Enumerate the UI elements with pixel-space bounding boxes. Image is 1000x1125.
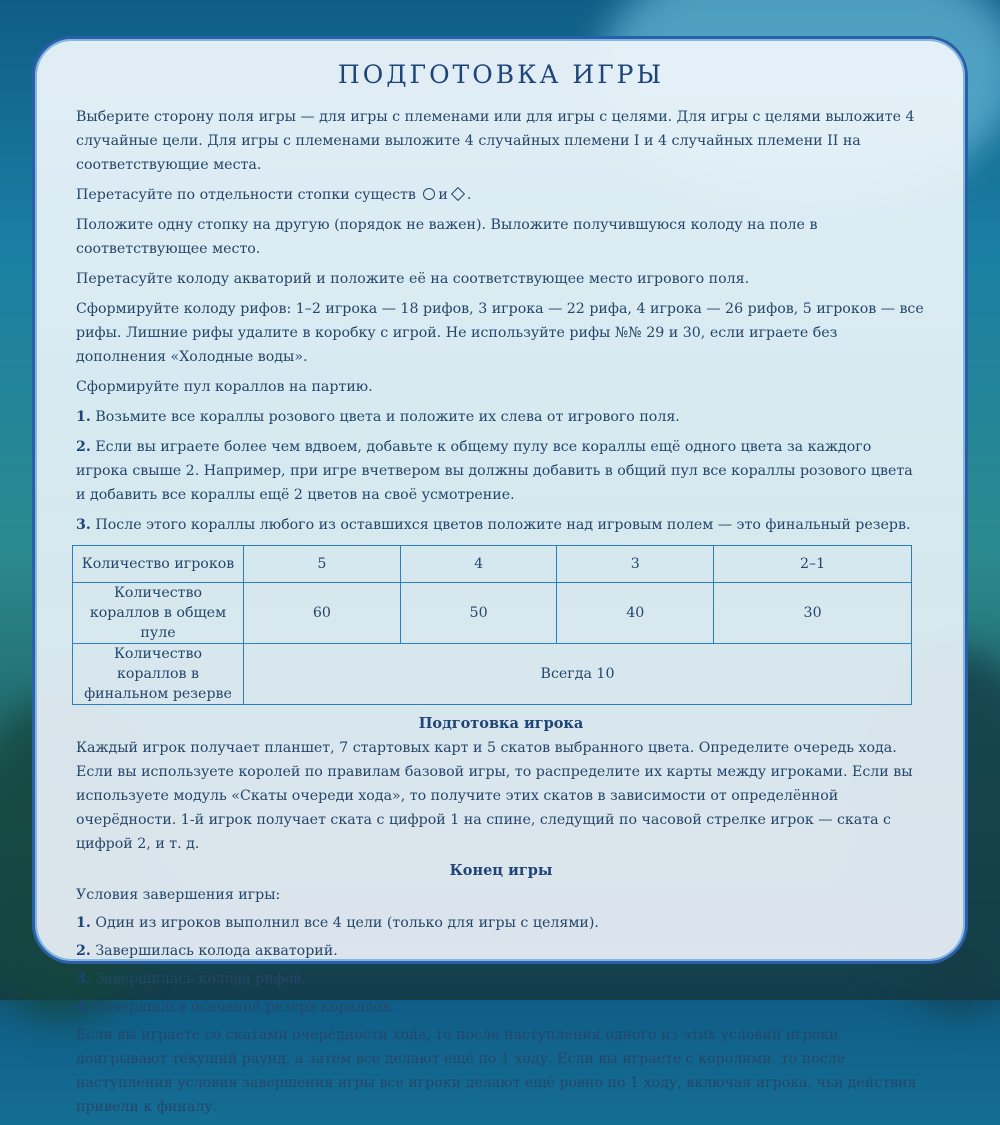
setup-step (76, 435, 926, 507)
table-cell-label: Количество кораллов в общем пуле (73, 583, 244, 644)
step-number: 3. (76, 517, 91, 533)
section-heading-player-setup: Подготовка игрока (418, 715, 584, 732)
condition-number: 2. (76, 943, 91, 959)
table-cell: 50 (400, 583, 557, 644)
setup-paragraph: Сформируйте пул кораллов на партию. (76, 379, 373, 395)
setup-paragraph (76, 183, 926, 207)
setup-step (76, 405, 926, 429)
table-row (73, 546, 912, 583)
table-row (73, 644, 912, 705)
end-condition (76, 967, 926, 991)
player-setup-text: Каждый игрок получает планшет, 7 стартовых карт и 5 скатов выбранного цвета. Определите очередь хода. Если вы используете королей по правилам базовой игры, то распределите их карты между игроками. Если вы используете модуль «Скаты очереди хода», то получите этих скатов в зависимости от определённой очерёдности. 1-й игрок получает ската с цифрой 1 на спине, следущий по часовой стрелке игрок — ската с цифрой 2, и т. д. (76, 740, 913, 852)
end-condition (76, 939, 926, 963)
condition-text: Завершился основной резерв кораллов. (95, 999, 395, 1015)
end-condition (76, 995, 926, 1019)
table-cell: 30 (714, 583, 912, 644)
step-text: После этого кораллы любого из оставшихся цветов положите над игровым полем — это финальный резерв. (95, 517, 911, 533)
setup-step (76, 513, 926, 537)
shuffle-text: Перетасуйте по отдельности стопки существ (76, 187, 416, 203)
coral-table (72, 545, 912, 705)
step-text: Возьмите все кораллы розового цвета и положите их слева от игрового поля. (95, 409, 680, 425)
condition-number: 3. (76, 971, 91, 987)
table-cell: 4 (400, 546, 557, 583)
end-game-intro: Условия завершения игры: (76, 887, 281, 903)
table-cell: 60 (244, 583, 401, 644)
diamond-icon (451, 186, 465, 200)
setup-paragraph: Положите одну стопку на другую (порядок не важен). Выложите получившуюся колоду на поле в соответствующее место. (76, 217, 818, 257)
page-title: ПОДГОТОВКА ИГРЫ (337, 60, 665, 89)
condition-text: Завершилась колода рифов. (95, 971, 306, 987)
table-cell-label: Количество игроков (73, 546, 244, 583)
table-cell: 40 (557, 583, 714, 644)
period-text: . (466, 187, 472, 203)
table-cell: 2–1 (714, 546, 912, 583)
step-number: 2. (76, 439, 91, 455)
end-condition (76, 911, 926, 935)
end-game-final: Если вы играете со скатами очерёдности хода, то после наступления одного из этих условий игроки доигрывают текущий раунд, а затем все делают ещё по 1 ходу. Если вы играете с королями, то после наступления условия завершения игры все игроки делают ещё ровно по 1 ходу, включая игрока, чьи действия привели к финалу. (76, 1027, 917, 1115)
setup-paragraph: Выберите сторону поля игры — для игры с племенами или для игры с целями. Для игры с целями выложите 4 случайные цели. Для игры с племенами выложите 4 случайных племени I и 4 случайных племени II на соответствующие места. (76, 109, 915, 173)
setup-paragraph: Сформируйте колоду рифов: 1–2 игрока — 18 рифов, 3 игрока — 22 рифа, 4 игрока — 26 рифов, 5 игроков — все рифы. Лишние рифы удалите в коробку с игрой. Не используйте рифы №№ 29 и 30, если играете без дополнения «Холодные воды». (76, 301, 924, 365)
rules-content (76, 60, 926, 1125)
table-row (73, 583, 912, 644)
condition-number: 1. (76, 915, 91, 931)
setup-paragraph: Перетасуйте колоду акваторий и положите её на соответствующее место игрового поля. (76, 271, 750, 287)
table-cell-label: Количество кораллов в финальном резерве (73, 644, 244, 705)
section-heading-end-game: Конец игры (449, 862, 553, 879)
table-cell: 5 (244, 546, 401, 583)
table-cell: 3 (557, 546, 714, 583)
condition-text: Завершилась колода акваторий. (95, 943, 338, 959)
step-number: 1. (76, 409, 91, 425)
table-cell: Всегда 10 (244, 644, 912, 705)
step-text: Если вы играете более чем вдвоем, добавьте к общему пулу все кораллы ещё одного цвета за каждого игрока свыше 2. Например, при игре вчетвером вы должны добавить в общий пул все кораллы розового цвета и добавить все кораллы ещё 2 цветов на своё усмотрение. (76, 439, 913, 503)
and-text: и (438, 187, 448, 203)
condition-number: 4. (76, 999, 91, 1015)
condition-text: Один из игроков выполнил все 4 цели (только для игры с целями). (95, 915, 599, 931)
circle-icon (423, 188, 435, 200)
